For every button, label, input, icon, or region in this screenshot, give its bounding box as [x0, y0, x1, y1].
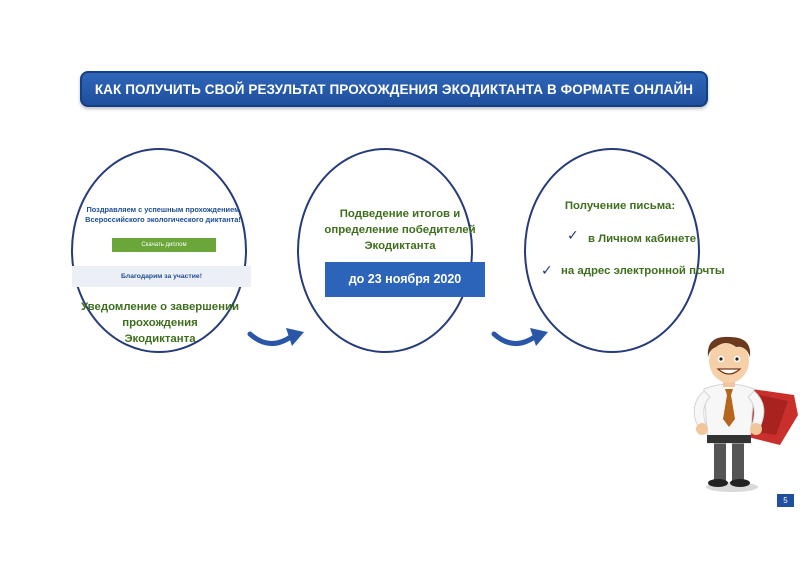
step2-caption [307, 206, 493, 254]
step1-caption [74, 299, 246, 347]
arrow-2-icon [490, 322, 552, 352]
step3-item-email: на адрес электронной почты [561, 265, 725, 277]
step2-caption-line2: определение победителей [324, 224, 476, 236]
step1-caption-line3: Экодиктанта [124, 333, 196, 345]
congrats-line2: Всероссийского экологического диктанта! [85, 215, 241, 224]
step3-item-cabinet: в Личном кабинете [588, 233, 697, 245]
step1-caption-line1: Уведомление о завершении [81, 301, 239, 313]
step1-screenshot-text [78, 205, 248, 225]
arrow-1-icon [246, 322, 308, 352]
checkmark-icon: ✓ [541, 262, 553, 278]
step2-caption-line1: Подведение итогов и [339, 208, 461, 220]
step2-caption-line3: Экодиктанта [364, 240, 436, 252]
page-title: КАК ПОЛУЧИТЬ СВОЙ РЕЗУЛЬТАТ ПРОХОЖДЕНИЯ ЭКОДИКТАНТА В ФОРМАТЕ ОНЛАЙН [94, 81, 694, 97]
superhero-illustration-icon [676, 335, 800, 495]
congrats-line1: Поздравляем с успешным прохождением [86, 205, 240, 214]
step3-circle [524, 148, 700, 353]
checkmark-icon: ✓ [567, 227, 579, 243]
title-banner [80, 71, 708, 107]
page-number-badge: 5 [777, 494, 794, 507]
deadline-date-box: до 23 ноября 2020 [325, 262, 485, 297]
step3-title: Получение письма: [564, 200, 676, 212]
download-diploma-button[interactable]: Скачать диплом [112, 238, 216, 252]
thanks-banner: Благодарим за участие! [72, 266, 251, 287]
step1-caption-line2: прохождения [122, 317, 198, 329]
